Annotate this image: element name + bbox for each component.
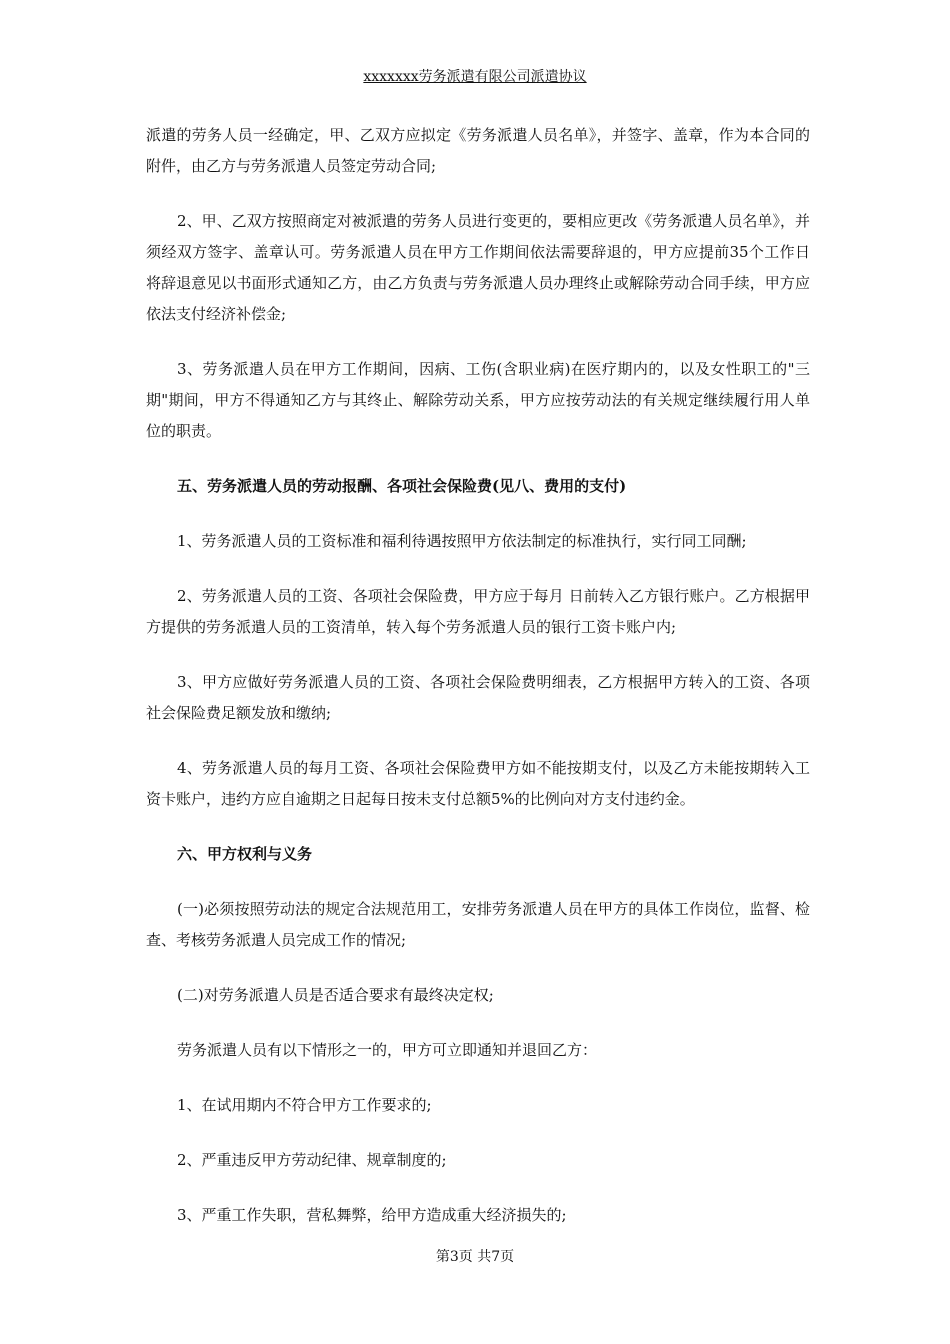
paragraph-late-payment: 4、劳务派遣人员的每月工资、各项社会保险费甲方如不能按期支付，以及乙方未能按期转入工资卡账户，违约方应自逾期之日起每日按未支付总额5%的比例向对方支付违约金。 [146, 759, 810, 808]
paragraph-final-decision: (二)对劳务派遣人员是否适合要求有最终决定权; [177, 986, 494, 1004]
list-item-probation: 1、在试用期内不符合甲方工作要求的; [177, 1096, 432, 1114]
paragraph-wage-transfer: 2、劳务派遣人员的工资、各项社会保险费，甲方应于每月 日前转入乙方银行账户。乙方根据甲方提供的劳务派遣人员的工资清单，转入每个劳务派遣人员的银行工资卡账户内; [146, 587, 810, 636]
paragraph-lawful-employment: (一)必须按照劳动法的规定合法规范用工，安排劳务派遣人员在甲方的具体工作岗位，监督、检查、考核劳务派遣人员完成工作的情况; [146, 900, 810, 949]
list-item-misconduct: 3、严重工作失职，营私舞弊，给甲方造成重大经济损失的; [177, 1206, 567, 1224]
paragraph-return-conditions: 劳务派遣人员有以下情形之一的，甲方可立即通知并退回乙方： [177, 1041, 598, 1059]
paragraph-illness-protection: 3、劳务派遣人员在甲方工作期间，因病、工伤(含职业病)在医疗期内的，以及女性职工的"三期"期间，甲方不得通知乙方与其终止、解除劳动关系，甲方应按劳动法的有关规定继续履行用人单位的职责。 [146, 360, 810, 440]
document-body [146, 120, 810, 1255]
page-number: 第3页 共7页 [435, 1249, 515, 1265]
paragraph-wage-standard: 1、劳务派遣人员的工资标准和福利待遇按照甲方依法制定的标准执行，实行同工同酬; [177, 532, 747, 550]
section-heading-6: 六、甲方权利与义务 [177, 845, 313, 863]
paragraph-wage-detail: 3、甲方应做好劳务派遣人员的工资、各项社会保险费明细表，乙方根据甲方转入的工资、各项社会保险费足额发放和缴纳; [146, 673, 810, 722]
list-item-discipline: 2、严重违反甲方劳动纪律、规章制度的; [177, 1151, 447, 1169]
paragraph-dispatch-list: 派遣的劳务人员一经确定，甲、乙双方应拟定《劳务派遣人员名单》，并签字、盖章，作为本合同的附件，由乙方与劳务派遣人员签定劳动合同; [146, 126, 810, 175]
paragraph-personnel-change: 2、甲、乙双方按照商定对被派遣的劳务人员进行变更的，要相应更改《劳务派遣人员名单》，并须经双方签字、盖章认可。劳务派遣人员在甲方工作期间依法需要辞退的，甲方应提前35个工作日将辞退意见以书面形式通知乙方，由乙方负责与劳务派遣人员办理终止或解除劳动合同手续，甲方应依法支付经济补偿金; [146, 212, 810, 323]
section-heading-5: 五、劳务派遣人员的劳动报酬、各项社会保险费(见八、费用的支付) [177, 477, 627, 495]
page-header-title: xxxxxxx劳务派遣有限公司派遣协议 [363, 69, 587, 85]
